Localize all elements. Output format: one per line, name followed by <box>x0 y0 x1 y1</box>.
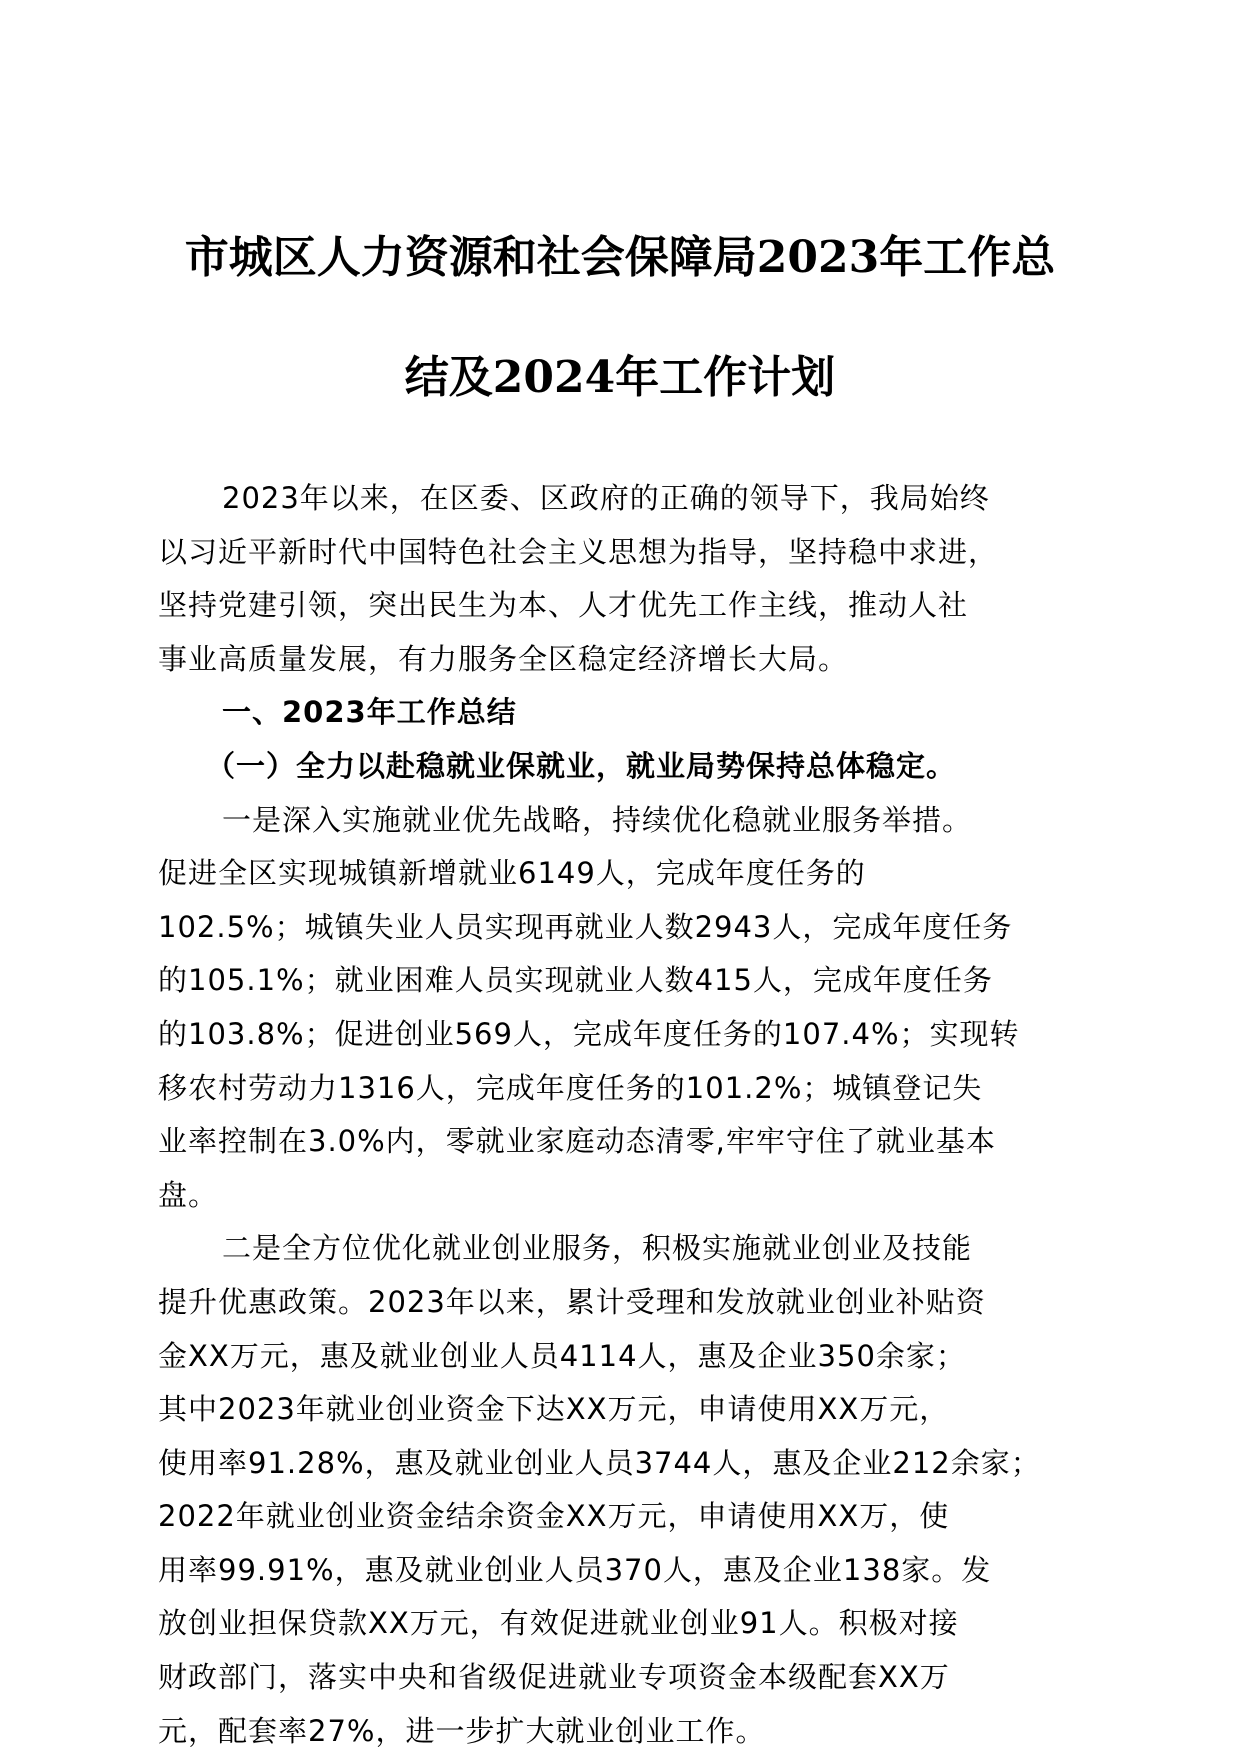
paragraph-line: 提升优惠政策。2023年以来，累计受理和发放就业创业补贴资 <box>158 1284 986 1319</box>
subsection-heading: （一）全力以赴稳就业保就业，就业局势保持总体稳定。 <box>206 748 957 783</box>
paragraph-line: 二是全方位优化就业创业服务，积极实施就业创业及技能 <box>222 1231 973 1266</box>
paragraph-line: 以习近平新时代中国特色社会主义思想为指导，坚持稳中求进， <box>158 534 999 569</box>
paragraph-line: 使用率91.28%，惠及就业创业人员3744人，惠及企业212余家； <box>158 1445 1041 1480</box>
paragraph-line: 的103.8%；促进创业569人，完成年度任务的107.4%；实现转 <box>158 1016 1020 1051</box>
paragraph-line: 促进全区实现城镇新增就业6149人，完成年度任务的 <box>158 856 866 891</box>
paragraph-line: 的105.1%；就业困难人员实现就业人数415人，完成年度任务 <box>158 963 993 998</box>
document-body <box>158 472 1084 1758</box>
paragraph-line: 放创业担保贷款XX万元，有效促进就业创业91人。积极对接 <box>158 1606 959 1641</box>
document-title-line-1: 市城区人力资源和社会保障局2023年工作总 <box>184 232 1056 283</box>
paragraph-line: 其中2023年就业创业资金下达XX万元，申请使用XX万元， <box>158 1392 950 1427</box>
paragraph-line: 移农村劳动力1316人，完成年度任务的101.2%；城镇登记失 <box>158 1070 983 1105</box>
paragraph-line: 金XX万元，惠及就业创业人员4114人，惠及企业350余家； <box>158 1338 966 1373</box>
section-heading: 一、2023年工作总结 <box>222 695 517 730</box>
document-title-line-2: 结及2024年工作计划 <box>404 352 836 403</box>
paragraph-line: 元，配套率27%，进一步扩大就业创业工作。 <box>158 1713 766 1748</box>
paragraph-line: 一是深入实施就业优先战略，持续优化稳就业服务举措。 <box>222 802 973 837</box>
paragraph-line: 坚持党建引领，突出民生为本、人才优先工作主线，推动人社 <box>158 588 969 623</box>
paragraph-line: 财政部门，落实中央和省级促进就业专项资金本级配套XX万 <box>158 1660 950 1695</box>
paragraph-line: 业率控制在3.0%内，零就业家庭动态清零,牢牢守住了就业基本 <box>158 1124 996 1159</box>
paragraph-line: 事业高质量发展，有力服务全区稳定经济增长大局。 <box>158 641 849 676</box>
paragraph-line: 盘。 <box>158 1177 219 1212</box>
paragraph-line: 2022年就业创业资金结余资金XX万元，申请使用XX万，使 <box>158 1499 950 1534</box>
paragraph-line: 102.5%；城镇失业人员实现再就业人数2943人，完成年度任务 <box>158 909 1013 944</box>
paragraph-line: 用率99.91%，惠及就业创业人员370人，惠及企业138家。发 <box>158 1552 992 1587</box>
paragraph-line: 2023年以来，在区委、区政府的正确的领导下，我局始终 <box>222 481 990 515</box>
